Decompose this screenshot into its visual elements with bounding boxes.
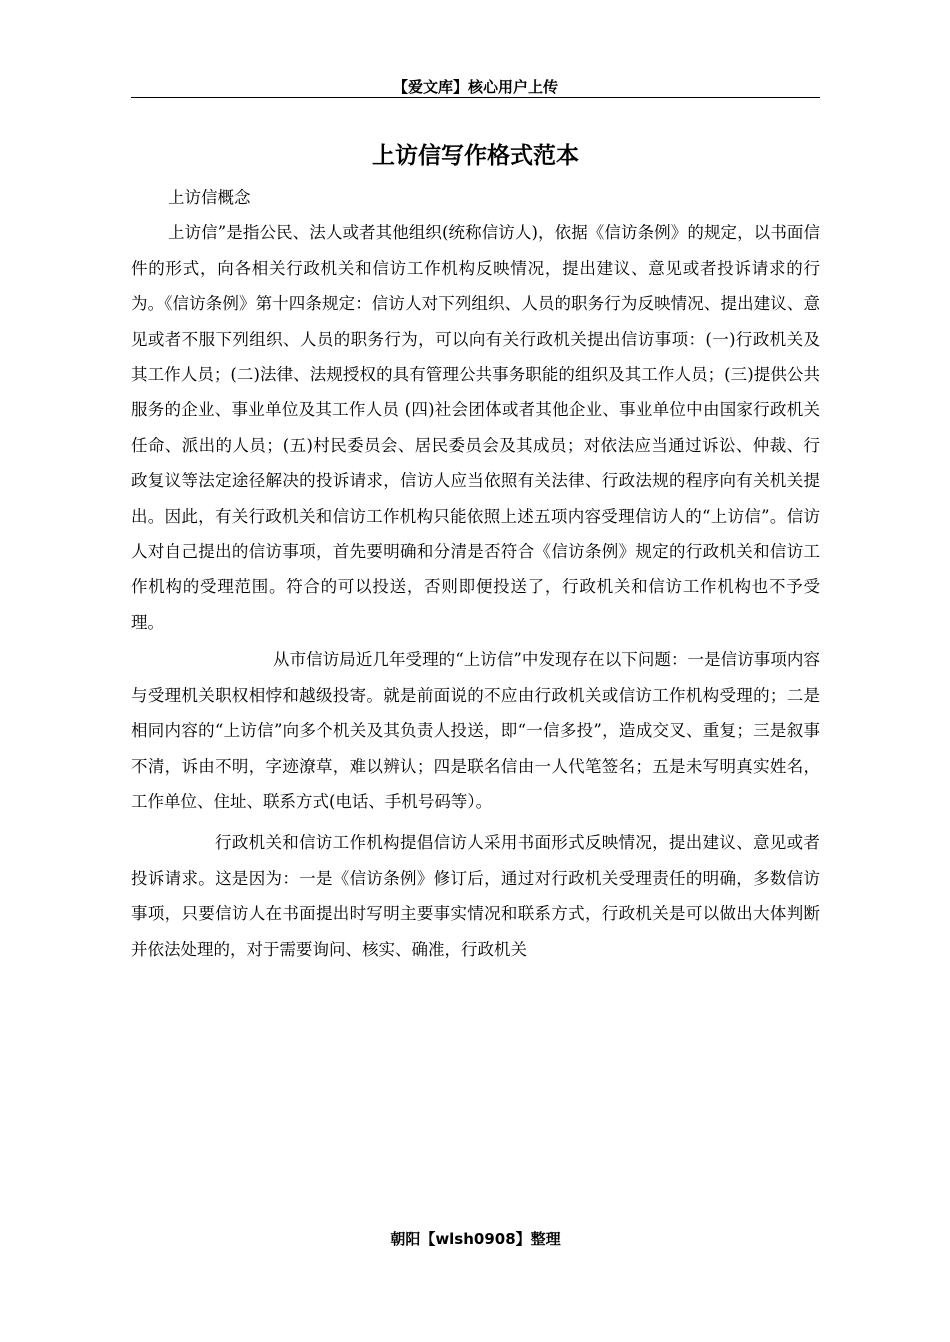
header-divider [131,97,820,98]
paragraph-concept-heading: 上访信概念 [168,188,251,207]
page-footer: 朝阳【wlsh0908】整理 [390,1230,561,1248]
paragraph-definition: 上访信”是指公民、法人或者其他组织(统称信访人)，依据《信访条例》的规定，以书面信件的形式，向各相关行政机关和信访工作机构反映情况，提出建议、意见或者投诉请求的行为。《信访条例》第十四条规定：信访人对下列组织、人员的职务行为反映情况、提出建议、意见或者不服下列组织、人员的职务行为，可以向有关行政机关提出信访事项：(一)行政机关及其工作人员；(二)法律、法规授权的具有管理公共事务职能的组织及其工作人员；(三)提供公共服务的企业、事业单位及其工作人员 (四)社会团体或者其他企业、事业单位中由国家行政机关任命、派出的人员；(五)村民委员会、居民委员会及其成员；对依法应当通过诉讼、仲裁、行政复议等法定途径解决的投诉请求，信访人应当依照有关法律、行政法规的程序向有关机关提出。因此，有关行政机关和信访工作机构只能依照上述五项内容受理信访人的“上访信”。信访人对自己提出的信访事项，首先要明确和分清是否符合《信访条例》规定的行政机关和信访工作机构的受理范围。符合的可以投送，否则即便投送了，行政机关和信访工作机构也不予受理。 [131,223,820,632]
document-body [131,180,820,967]
page-header: 【爱文库】核心用户上传 [392,78,558,96]
paragraph-problems: 从市信访局近几年受理的“上访信”中发现存在以下问题：一是信访事项内容与受理机关职权相悖和越级投寄。就是前面说的不应由行政机关或信访工作机构受理的；二是相同内容的“上访信”向多个机关及其负责人投送，即“一信多投”，造成交叉、重复；三是叙事不清，诉由不明，字迹潦草，难以辨认；四是联名信由一人代笔签名；五是未写明真实姓名，工作单位、住址、联系方式(电话、手机号码等）。 [131,650,820,811]
paragraph-advocacy: 行政机关和信访工作机构提倡信访人采用书面形式反映情况，提出建议、意见或者投诉请求。这是因为：一是《信访条例》修订后，通过对行政机关受理责任的明确，多数信访事项，只要信访人在书面提出时写明主要事实情况和联系方式，行政机关是可以做出大体判断并依法处理的，对于需要询问、核实、确准，行政机关 [131,833,820,959]
document-title: 上访信写作格式范本 [372,143,579,169]
